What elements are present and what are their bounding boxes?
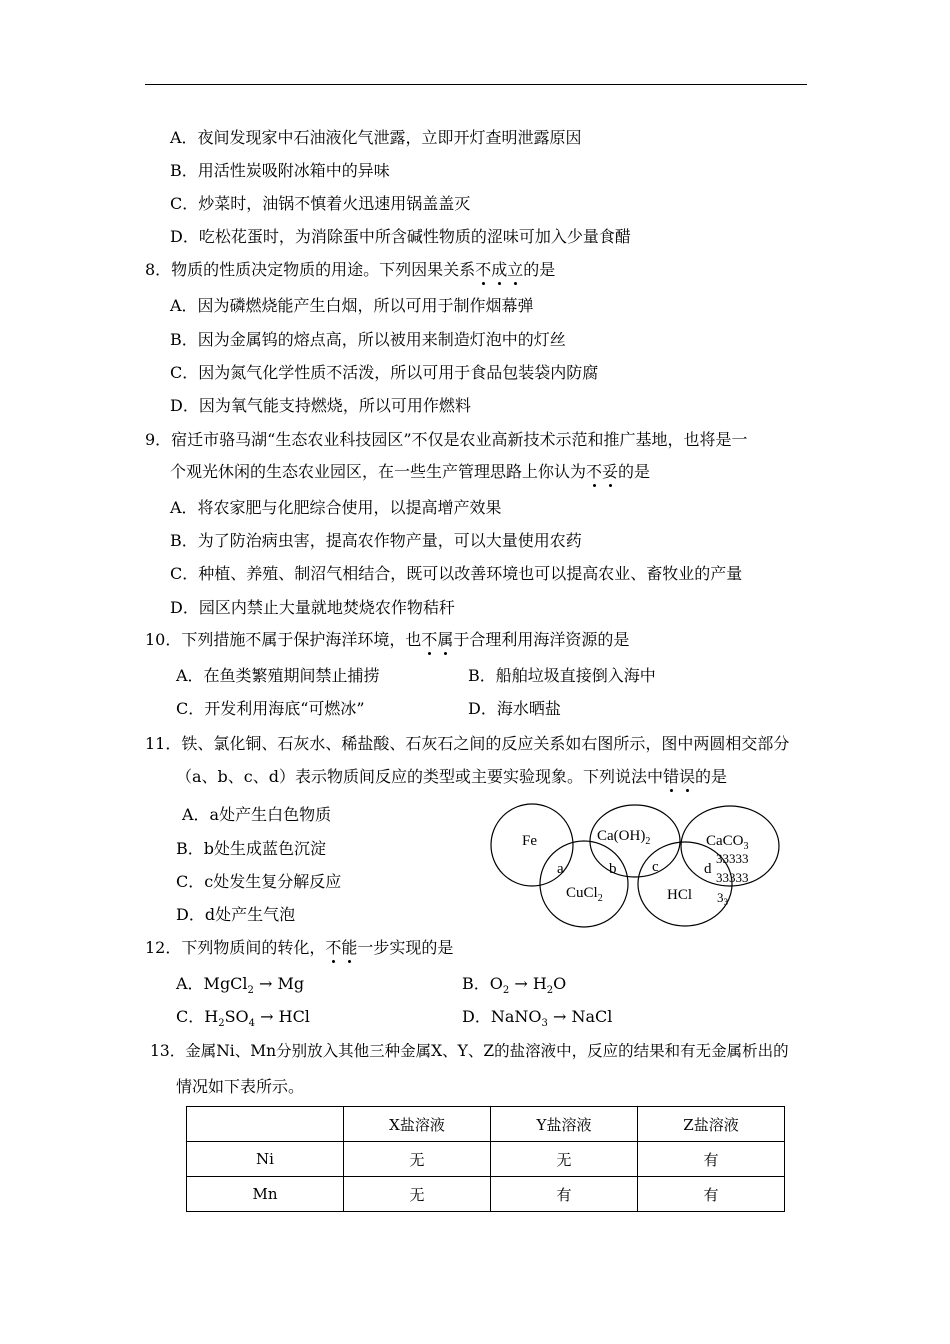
table-header-cell: X盐溶液	[344, 1107, 491, 1142]
q7-option-a: A．夜间发现家中石油液化气泄露，立即开灯查明泄露原因	[170, 128, 582, 147]
label-caco3-extra3: $3_3$	[717, 890, 728, 907]
table-cell: 有	[491, 1177, 638, 1212]
header-rule	[145, 84, 807, 85]
table-header-cell: Z盐溶液	[638, 1107, 785, 1142]
label-caco3-extra1: 33333	[716, 851, 749, 866]
circle-cucl2	[540, 841, 628, 927]
q9-stem-line1: 9．宿迁市骆马湖“生态农业科技园区”不仅是农业高新技术示范和推广基地，也将是一	[145, 430, 748, 449]
q11-stem-line2: （a、b、c、d）表示物质间反应的类型或主要实验现象。下列说法中错误的是	[176, 767, 728, 786]
q13-stem-line1: 13．金属Ni、Mn分别放入其他三种金属X、Y、Z的盐溶液中，反应的结果和有无金属析出的	[150, 1042, 789, 1060]
table-cell: Ni	[187, 1142, 344, 1177]
q9-option-a: A．将农家肥与化肥综合使用，以提高增产效果	[170, 498, 502, 517]
label-b: b	[609, 861, 617, 877]
q10-option-b: B．船舶垃圾直接倒入海中	[468, 666, 656, 685]
metal-reaction-table	[186, 1106, 785, 1212]
q11-option-b: B．b处生成蓝色沉淀	[176, 839, 327, 858]
q10-option-d: D．海水晒盐	[468, 699, 561, 718]
q8-option-b: B．因为金属钨的熔点高，所以被用来制造灯泡中的灯丝	[170, 330, 566, 349]
table-header-cell	[187, 1107, 344, 1142]
label-fe: Fe	[522, 833, 537, 849]
table-header-cell: Y盐溶液	[491, 1107, 638, 1142]
q11-option-a: A．a处产生白色物质	[182, 805, 332, 824]
table-row	[187, 1142, 785, 1177]
q10-option-a: A．在鱼类繁殖期间禁止捕捞	[176, 666, 380, 685]
q9-option-b: B．为了防治病虫害，提高农作物产量，可以大量使用农药	[170, 531, 582, 550]
q7-option-c: C．炒菜时，油锅不慎着火迅速用锅盖盖灭	[170, 194, 471, 213]
table-cell: 有	[638, 1142, 785, 1177]
label-c: c	[652, 859, 659, 875]
reaction-venn-diagram	[480, 795, 790, 935]
label-a: a	[557, 861, 564, 877]
table-cell: 无	[491, 1142, 638, 1177]
table-cell: 有	[638, 1177, 785, 1212]
table-row	[187, 1177, 785, 1212]
table-header-row	[187, 1107, 785, 1142]
q12-option-a: A．MgCl$_2$ → Mg	[176, 974, 305, 997]
q8-option-a: A．因为磷燃烧能产生白烟，所以可用于制作烟幕弹	[170, 296, 534, 315]
label-cucl2: CuCl$_2$	[566, 885, 603, 904]
q11-option-c: C．c处发生复分解反应	[176, 872, 342, 891]
q12-option-b: B．$O_2 \to H_2O$	[462, 974, 567, 997]
q12-option-c: C．$H_2SO_4$ → HCl	[176, 1007, 310, 1030]
q11-stem-line1: 11．铁、氯化铜、石灰水、稀盐酸、石灰石之间的反应关系如右图所示，图中两圆相交部分	[145, 734, 790, 753]
q12-option-d: D．NaNO$_3$ → NaCl	[462, 1007, 613, 1030]
q8-option-c: C．因为氮气化学性质不活泼，所以可用于食品包装袋内防腐	[170, 363, 599, 382]
label-d: d	[704, 861, 712, 877]
table-cell: 无	[344, 1142, 491, 1177]
label-caoh2: $Ca(OH)_2$	[597, 828, 651, 847]
q13-stem-line2: 情况如下表所示。	[176, 1077, 305, 1096]
q9-option-c: C．种植、养殖、制沼气相结合，既可以改善环境也可以提高农业、畜牧业的产量	[170, 564, 743, 583]
q8-stem: 8．物质的性质决定物质的用途。下列因果关系不成立的是	[145, 260, 556, 279]
table-cell: 无	[344, 1177, 491, 1212]
table-cell: Mn	[187, 1177, 344, 1212]
label-hcl: HCl	[667, 887, 693, 903]
q10-option-c: C．开发利用海底“可燃冰”	[176, 699, 365, 718]
q7-option-b: B．用活性炭吸附冰箱中的异味	[170, 161, 390, 180]
q8-option-d: D．因为氧气能支持燃烧，所以可用作燃料	[170, 396, 471, 415]
q9-stem-line2: 个观光休闲的生态农业园区，在一些生产管理思路上你认为不妥的是	[170, 462, 651, 481]
label-caco3: CaCO$_3$	[706, 833, 749, 852]
q12-stem: 12．下列物质间的转化，不能一步实现的是	[145, 938, 454, 957]
label-caco3-extra2: 33333	[716, 870, 749, 885]
q10-stem: 10．下列措施不属于保护海洋环境，也不属于合理利用海洋资源的是	[145, 630, 630, 649]
q11-option-d: D．d处产生气泡	[176, 905, 296, 924]
q9-option-d: D．园区内禁止大量就地焚烧农作物秸秆	[170, 598, 455, 617]
q7-option-d: D．吃松花蛋时，为消除蛋中所含碱性物质的涩味可加入少量食醋	[170, 227, 631, 246]
